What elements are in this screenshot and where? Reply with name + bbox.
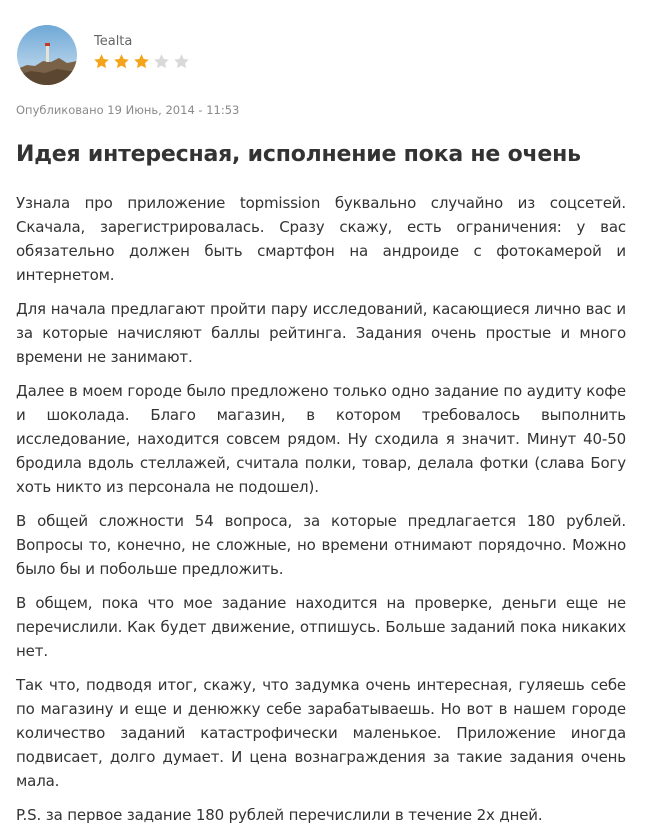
- published-date: Опубликовано 19 Июнь, 2014 - 11:53: [16, 103, 240, 117]
- review-body: [16, 191, 626, 837]
- star-rating: [93, 53, 190, 70]
- review-paragraph: Узнала про приложение topmission буквально случайно из соцсетей. Скачала, зарегистрировалась. Сразу скажу, есть ограничения: у вас обязательно должен быть смартфон на андроиде с фотокамерой и интернетом.: [16, 194, 626, 284]
- review-paragraph: Для начала предлагают пройти пару исследований, касающиеся лично вас и за которые начисляют баллы рейтинга. Задания очень простые и много времени не занимают.: [16, 300, 626, 366]
- review-card: [16, 0, 626, 824]
- review-header: [16, 0, 626, 92]
- star-filled-icon: [113, 53, 130, 70]
- review-paragraph: В общей сложности 54 вопроса, за которые предлагается 180 рублей. Вопросы то, конечно, не сложные, но времени отнимают порядочно. Можно было бы и побольше предложить.: [16, 512, 626, 578]
- star-empty-icon: [173, 53, 190, 70]
- author-avatar[interactable]: [17, 25, 77, 85]
- author-name[interactable]: Tealta: [94, 34, 133, 49]
- star-empty-icon: [153, 53, 170, 70]
- review-paragraph: В общем, пока что мое задание находится на проверке, деньги еще не перечислили. Как будет движение, отпишусь. Больше заданий пока никаких нет.: [16, 594, 626, 660]
- review-paragraph: Далее в моем городе было предложено только одно задание по аудиту кофе и шоколада. Благо магазин, в котором требовалось выполнить исследование, находится совсем рядом. Ну сходила я значит. Минут 40-50 бродила вдоль стеллажей, считала полки, товар, делала фотки (слава Богу хоть никто из персонала не подошел).: [16, 382, 626, 496]
- star-filled-icon: [93, 53, 110, 70]
- review-title: Идея интересная, исполнение пока не очень: [16, 142, 581, 167]
- star-filled-icon: [133, 53, 150, 70]
- review-paragraph: P.S. за первое задание 180 рублей перечислили в течение 2х дней.: [16, 806, 543, 824]
- review-paragraph: Так что, подводя итог, скажу, что задумка очень интересная, гуляешь себе по магазину и еще и денюжку себе зарабатываешь. Но вот в нашем городе количество заданий катастрофически маленькое. Приложение иногда подвисает, долго думает. И цена вознаграждения за такие задания очень мала.: [16, 676, 626, 790]
